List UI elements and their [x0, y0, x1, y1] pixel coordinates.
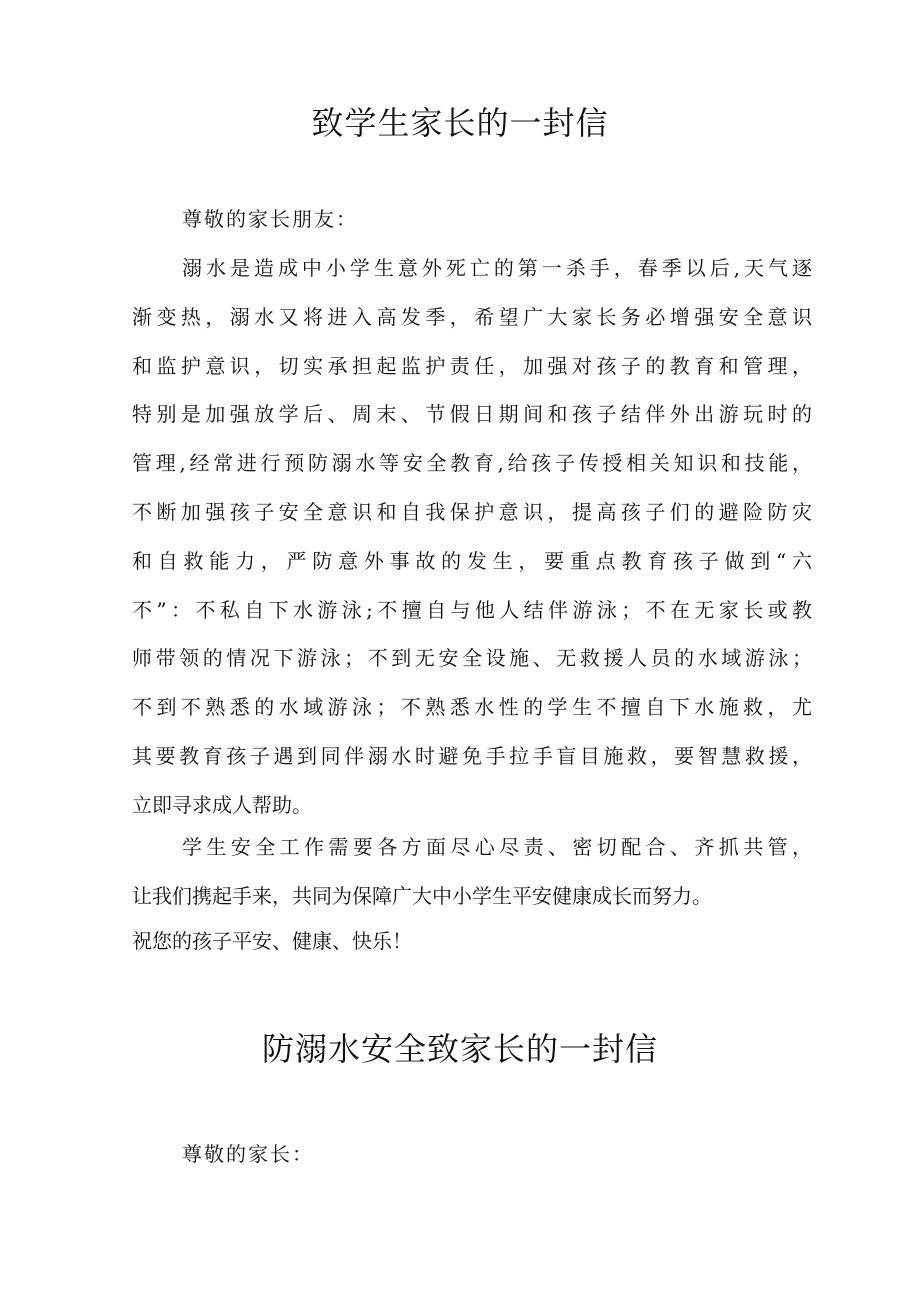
paragraph-line: 其要教育孩子遇到同伴溺水时避免手拉手盲目施救，要智慧救援，	[132, 743, 812, 768]
letter2-salutation: 尊敬的家长：	[182, 1142, 314, 1166]
paragraph-line: 师带领的情况下游泳；不到无安全设施、无救援人员的水域游泳；	[132, 646, 812, 671]
letter1-paragraph2	[132, 832, 812, 930]
paragraph-line: 管理,经常进行预防溺水等安全教育,给孩子传授相关知识和技能，	[132, 451, 812, 476]
letter1-paragraph1	[132, 253, 812, 839]
paragraph-line: 学生安全工作需要各方面尽心尽责、密切配合、齐抓共管，	[182, 835, 812, 859]
letter1-title: 致学生家长的一封信	[311, 104, 609, 142]
paragraph-line: 特别是加强放学后、周末、节假日期间和孩子结伴外出游玩时的	[132, 402, 812, 427]
paragraph-line: 和监护意识，切实承担起监护责任，加强对孩子的教育和管理，	[132, 353, 812, 378]
letter1-closing	[132, 926, 812, 975]
paragraph-line: 让我们携起手来，共同为保障广大中小学生平安健康成长而努力。	[132, 883, 712, 908]
letter2-title: 防溺水安全致家长的一封信	[261, 1030, 658, 1068]
closing-line: 祝您的孩子平安、健康、快乐！	[132, 929, 412, 953]
paragraph-line: 立即寻求成人帮助。	[132, 792, 312, 817]
paragraph-line: 溺水是造成中小学生意外死亡的第一杀手，春季以后,天气逐	[182, 256, 812, 280]
paragraph-line: 不到不熟悉的水域游泳；不熟悉水性的学生不擅自下水施救，尤	[132, 695, 812, 720]
paragraph-line: 不断加强孩子安全意识和自我保护意识，提高孩子们的避险防灾	[132, 499, 812, 524]
paragraph-line: 和自救能力，严防意外事故的发生，要重点教育孩子做到“六	[132, 548, 812, 573]
paragraph-line: 渐变热，溺水又将进入高发季，希望广大家长务必增强安全意识	[132, 304, 812, 329]
paragraph-line: 不”：不私自下水游泳;不擅自与他人结伴游泳；不在无家长或教	[132, 597, 812, 622]
letter1-salutation: 尊敬的家长朋友：	[182, 207, 358, 231]
